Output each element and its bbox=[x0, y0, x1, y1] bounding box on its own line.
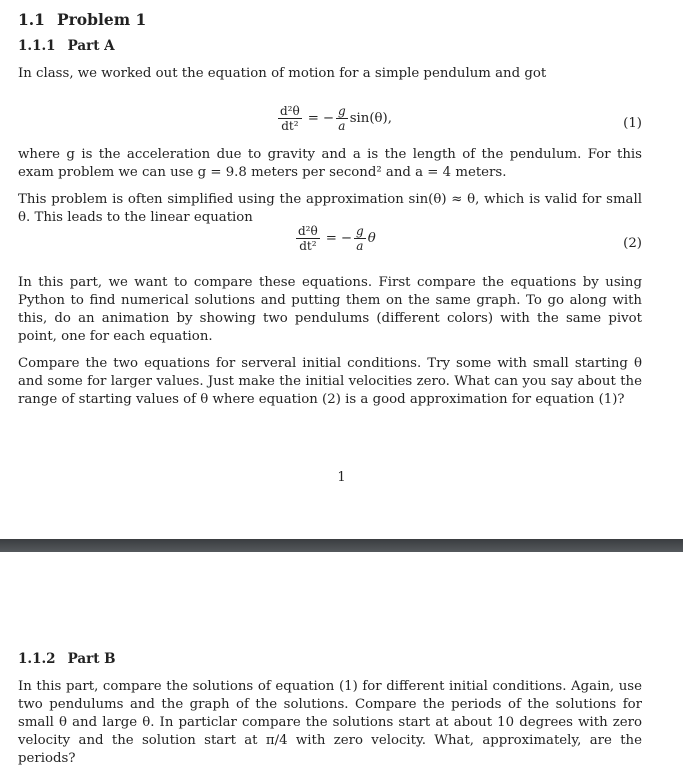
equation-2 bbox=[18, 224, 642, 264]
eq1-equals: = bbox=[307, 111, 319, 126]
page-number: 1 bbox=[337, 470, 346, 485]
eq1-numerator: d²θ bbox=[280, 104, 300, 118]
eq1-number: (1) bbox=[623, 116, 642, 131]
subsection-heading-part-a bbox=[18, 38, 115, 54]
section-heading bbox=[18, 10, 146, 29]
eq1-sign: − bbox=[322, 111, 335, 126]
compare-paragraph: In this part, we want to compare these equations. First compare the equations by using Python to find numerical solutions and putting them on the same graph. To go along with this, do an animation by showing two pendulums (different colors) with the same pivot point, one for each equation. bbox=[18, 275, 642, 344]
subsection-number: 1.1.1 bbox=[18, 38, 56, 54]
eq1-g: g bbox=[338, 104, 346, 118]
eq2-number: (2) bbox=[623, 236, 642, 251]
part-b-paragraph: In this part, compare the solutions of equation (1) for different initial conditions. Again, use two pendulums and the graph of the solutions. Compare the periods of the solutions for small θ and large θ. In particlar compare the solutions start at about 10 degrees with zero velocity and the solution start at π/4 with zero velocity. What, approximately, are the periods? bbox=[18, 679, 642, 766]
eq1-a: a bbox=[338, 119, 346, 133]
eq2-g: g bbox=[356, 224, 364, 238]
subsection-title: Part B bbox=[67, 651, 116, 667]
subsection-heading-part-b bbox=[18, 651, 116, 667]
eq2-rhs: θ bbox=[367, 231, 376, 246]
eq2-equals: = bbox=[325, 231, 337, 246]
subsection-title: Part A bbox=[67, 38, 115, 54]
equation-1 bbox=[18, 104, 642, 144]
eq1-denominator: dt² bbox=[281, 119, 299, 133]
intro-paragraph: In class, we worked out the equation of motion for a simple pendulum and got bbox=[18, 66, 547, 81]
page-separator bbox=[0, 539, 683, 552]
approximation-paragraph: This problem is often simplified using the approximation sin(θ) ≈ θ, which is valid for small θ. This leads to the linear equation bbox=[18, 192, 642, 225]
eq2-a: a bbox=[356, 239, 364, 253]
eq2-numerator: d²θ bbox=[298, 224, 318, 238]
subsection-number: 1.1.2 bbox=[18, 651, 56, 667]
eq2-sign: − bbox=[340, 231, 353, 246]
eq1-rhs: sin(θ), bbox=[349, 111, 392, 126]
section-number: 1.1 bbox=[18, 10, 45, 29]
where-paragraph: where g is the acceleration due to gravity and a is the length of the pendulum. For this exam problem we can use g = 9.8 meters per second² and a = 4 meters. bbox=[18, 147, 642, 180]
eq2-denominator: dt² bbox=[299, 239, 317, 253]
section-title: Problem 1 bbox=[56, 10, 147, 29]
initial-conditions-paragraph: Compare the two equations for serveral initial conditions. Try some with small starting θ and some for larger values. Just make the initial velocities zero. What can you say about the range of starting values of θ where equation (2) is a good approximation for equation (1)? bbox=[18, 356, 642, 407]
page-2 bbox=[0, 552, 683, 766]
